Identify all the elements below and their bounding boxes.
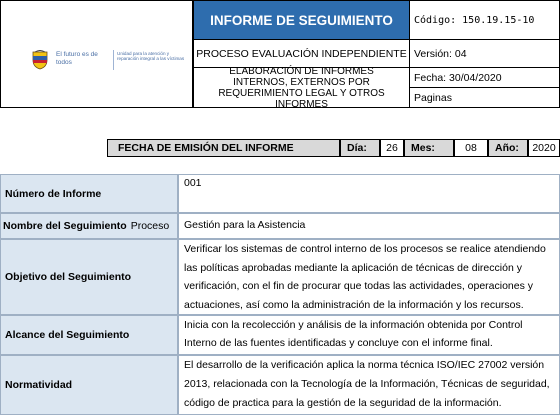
scope-line: Interno de las fuentes identificadas y concluye con el informe final. xyxy=(184,337,493,349)
year-value: 2020 xyxy=(528,139,560,157)
document-version: Versión: 04 xyxy=(410,40,560,68)
objective-value xyxy=(178,239,560,315)
regulations-value xyxy=(178,355,560,415)
scope-value xyxy=(178,315,560,355)
scope-label: Alcance del Seguimiento xyxy=(0,315,178,355)
objective-line: verificación, con el fin de procurar que todas las actividades, operaciones y xyxy=(184,280,534,292)
follow-up-name-text: Nombre del Seguimiento xyxy=(3,220,127,232)
follow-up-name-prefix: Proceso xyxy=(130,220,170,232)
scope-line: Inicia con la recolección y análisis de la información obtenida por Control xyxy=(184,319,523,331)
regulations-line: 2013, relacionada con la Tecnología de la Información, Técnicas de seguridad, xyxy=(184,378,550,390)
objective-label: Objetivo del Seguimiento xyxy=(0,239,178,315)
objective-line: Verificar los sistemas de control interno de los procesos se realice atendiendo xyxy=(184,243,546,255)
report-number-text: 001 xyxy=(184,177,202,189)
regulations-line: código de practica para la gestión de la seguridad de la información. xyxy=(184,397,502,409)
follow-up-name-label xyxy=(0,213,178,239)
month-label: Mes: xyxy=(404,139,454,157)
process-name: PROCESO EVALUACIÓN INDEPENDIENTE xyxy=(193,40,410,68)
day-value: 26 xyxy=(380,139,404,157)
regulations-label: Normatividad xyxy=(0,355,178,415)
document-pages: Paginas xyxy=(410,88,560,108)
colombia-shield-icon xyxy=(31,50,49,70)
day-label: Día: xyxy=(340,139,380,157)
follow-up-name-value xyxy=(178,213,560,239)
document-code: Código: 150.19.15-10 xyxy=(410,0,560,40)
emission-label: FECHA DE EMISIÓN DEL INFORME xyxy=(107,139,340,157)
objective-line: las políticas aprobadas mediante la aplicación de técnicas de dirección y xyxy=(184,261,522,274)
logo-tagline: El futuro es de todos xyxy=(56,51,98,66)
regulations-line: El desarrollo de la verificación aplica la norma técnica ISO/IEC 27002 versión xyxy=(184,359,545,371)
logo-subtitle: Unidad para la atención y reparación integral a las víctimas xyxy=(117,51,185,62)
objective-line: actuaciones, así como la administración de la información y los recursos. xyxy=(184,298,524,311)
follow-up-name-value-text: Gestión para la Asistencia xyxy=(184,219,306,231)
month-value: 08 xyxy=(454,139,488,157)
report-number-value xyxy=(178,174,560,213)
logo-separator xyxy=(113,50,114,70)
document-date: Fecha: 30/04/2020 xyxy=(410,68,560,88)
document-title: INFORME DE SEGUIMIENTO xyxy=(193,0,410,40)
year-label: Año: xyxy=(488,139,528,157)
report-number-label: Número de Informe xyxy=(0,174,178,213)
subprocess-name: ELABORACIÓN DE INFORMES INTERNOS, EXTERNOS POR REQUERIMIENTO LEGAL Y OTROS INFORMES xyxy=(193,68,410,108)
